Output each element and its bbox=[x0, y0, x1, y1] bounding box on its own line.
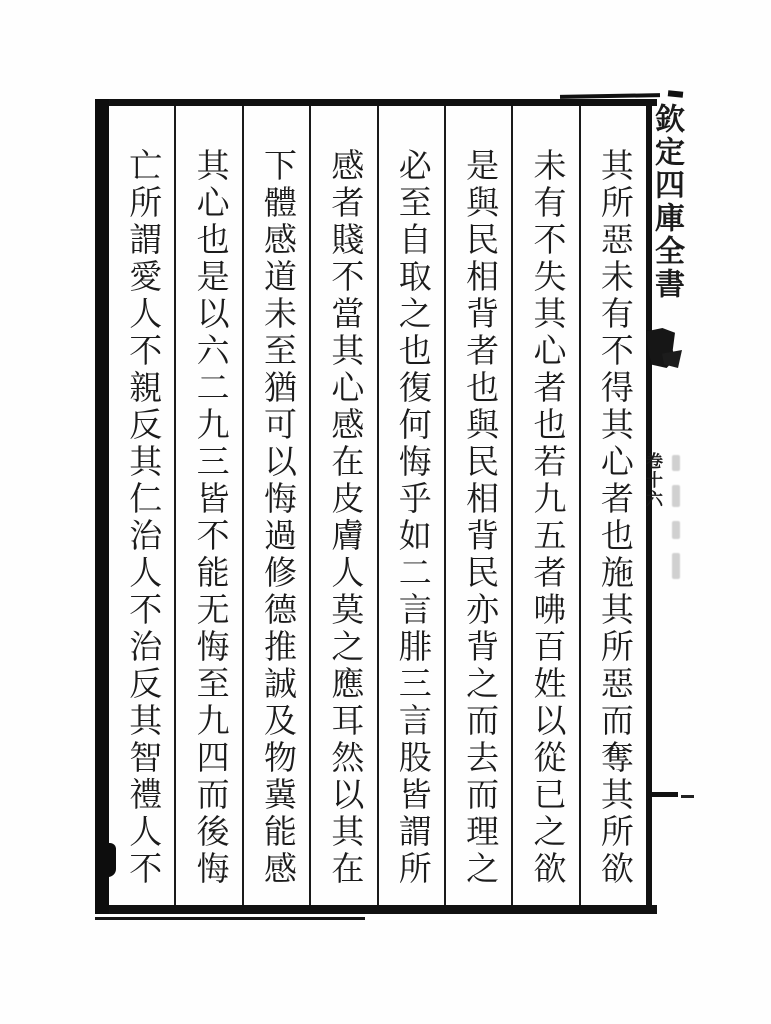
text-column-7 bbox=[174, 106, 241, 905]
text-column-4 bbox=[377, 106, 444, 905]
text-column-8 bbox=[109, 106, 174, 905]
frame-border-bottom-thin-line bbox=[95, 917, 365, 920]
collection-title: 欽定四庫全書 bbox=[650, 103, 683, 301]
text-column-2 bbox=[511, 106, 578, 905]
text-column-1 bbox=[579, 106, 646, 905]
frame-border-top-ragged-edge bbox=[560, 93, 660, 99]
column-text: 未有不失其心者也若九五者咈百姓以從已之欲 bbox=[528, 148, 565, 888]
margin-dash-mark-thin bbox=[681, 795, 694, 798]
text-block bbox=[109, 106, 646, 905]
column-text: 其心也是以六二九三皆不能无悔至九四而後悔 bbox=[191, 148, 228, 888]
text-column-3 bbox=[444, 106, 511, 905]
column-text: 感者賤不當其心感在皮膚人莫之應耳然以其在 bbox=[326, 148, 363, 888]
column-text: 是與民相背者也與民相背民亦背之而去而理之 bbox=[461, 148, 498, 888]
frame-border-top bbox=[95, 99, 657, 106]
volume-label: 卷十六 bbox=[643, 452, 662, 509]
column-text: 其所惡未有不得其心者也施其所惡而奪其所欲 bbox=[595, 148, 632, 888]
scan-speck bbox=[668, 90, 684, 98]
margin-dash-mark bbox=[651, 792, 678, 797]
text-column-5 bbox=[309, 106, 376, 905]
frame-border-left-gutter bbox=[95, 99, 109, 914]
text-column-6 bbox=[242, 106, 309, 905]
faint-illegible-characters bbox=[672, 455, 682, 605]
frame-border-bottom bbox=[95, 905, 657, 914]
column-text: 必至自取之也復何悔乎如二言腓三言股皆謂所 bbox=[393, 148, 430, 888]
column-text: 下體感道未至猶可以悔過修德推誠及物冀能感 bbox=[258, 148, 295, 888]
column-text: 亡所謂愛人不親反其仁治人不治反其智禮人不 bbox=[124, 148, 161, 888]
